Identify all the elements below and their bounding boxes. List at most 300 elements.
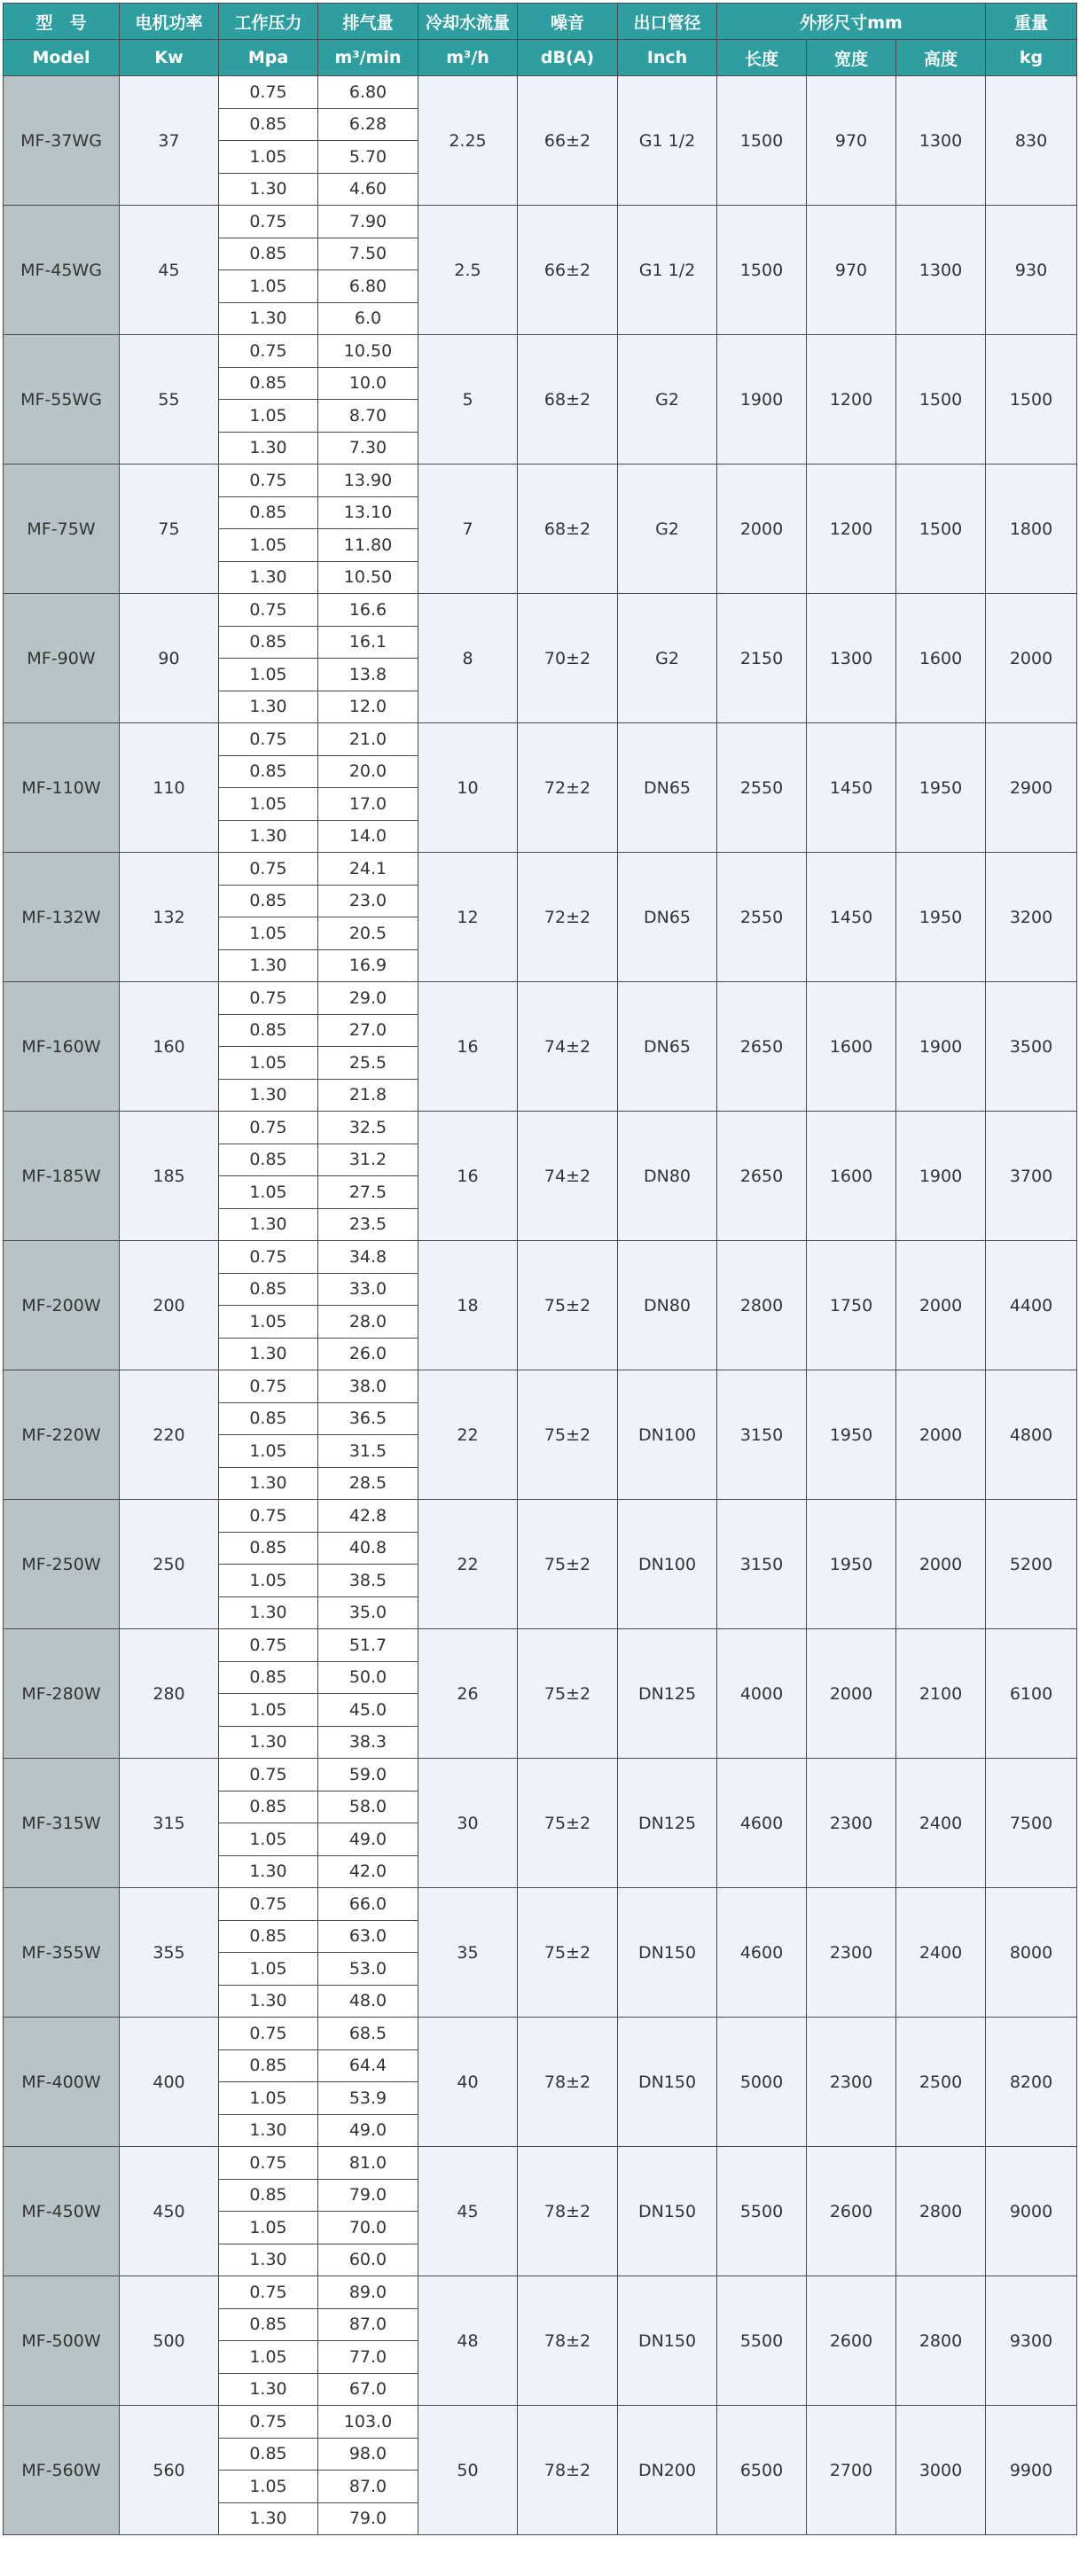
- cooling-cell: 16: [418, 1112, 518, 1241]
- flow-cell: 49.0: [318, 2114, 418, 2147]
- length-cell: 2800: [717, 1241, 807, 1370]
- pressure-cell: 1.30: [219, 1208, 318, 1241]
- pressure-cell: 0.75: [219, 2018, 318, 2050]
- pressure-cell: 0.85: [219, 1920, 318, 1953]
- pressure-cell: 1.05: [219, 1435, 318, 1468]
- flow-cell: 67.0: [318, 2373, 418, 2406]
- header-row-cn: [4, 4, 1077, 40]
- model-cell: MF-185W: [4, 1112, 120, 1241]
- width-cell: 1450: [807, 853, 896, 982]
- power-cell: 45: [120, 206, 219, 335]
- header-flow-en: m³/min: [318, 40, 418, 76]
- power-cell: 200: [120, 1241, 219, 1370]
- width-cell: 2700: [807, 2406, 896, 2535]
- flow-cell: 98.0: [318, 2438, 418, 2471]
- table-row: [4, 1888, 1077, 1921]
- flow-cell: 77.0: [318, 2341, 418, 2374]
- height-cell: 2400: [896, 1888, 986, 2018]
- cooling-cell: 16: [418, 982, 518, 1112]
- pressure-cell: 0.75: [219, 1888, 318, 1921]
- flow-cell: 34.8: [318, 1241, 418, 1274]
- table-row: [4, 594, 1077, 627]
- model-cell: MF-400W: [4, 2018, 120, 2147]
- header-model-en: Model: [4, 40, 120, 76]
- pressure-cell: 0.85: [219, 238, 318, 270]
- flow-cell: 10.50: [318, 335, 418, 368]
- power-cell: 355: [120, 1888, 219, 2018]
- cooling-cell: 30: [418, 1759, 518, 1888]
- weight-cell: 930: [986, 206, 1077, 335]
- header-model-cn: 型 号: [4, 4, 120, 40]
- header-outlet-cn: 出口管径: [618, 4, 717, 40]
- power-cell: 55: [120, 335, 219, 464]
- height-cell: 2800: [896, 2147, 986, 2276]
- height-cell: 1950: [896, 853, 986, 982]
- flow-cell: 27.0: [318, 1014, 418, 1047]
- pressure-cell: 1.30: [219, 1985, 318, 2018]
- table-row: [4, 2406, 1077, 2439]
- width-cell: 2000: [807, 1629, 896, 1759]
- outlet-cell: G2: [618, 464, 717, 594]
- length-cell: 2650: [717, 982, 807, 1112]
- flow-cell: 20.0: [318, 755, 418, 788]
- noise-cell: 72±2: [518, 723, 618, 853]
- height-cell: 1900: [896, 982, 986, 1112]
- pressure-cell: 1.05: [219, 1823, 318, 1856]
- power-cell: 500: [120, 2276, 219, 2406]
- pressure-cell: 0.85: [219, 885, 318, 917]
- width-cell: 1200: [807, 335, 896, 464]
- power-cell: 250: [120, 1500, 219, 1629]
- flow-cell: 59.0: [318, 1759, 418, 1791]
- length-cell: 4000: [717, 1629, 807, 1759]
- pressure-cell: 0.85: [219, 1402, 318, 1435]
- weight-cell: 9900: [986, 2406, 1077, 2535]
- length-cell: 2550: [717, 723, 807, 853]
- noise-cell: 78±2: [518, 2276, 618, 2406]
- noise-cell: 78±2: [518, 2018, 618, 2147]
- width-cell: 970: [807, 206, 896, 335]
- flow-cell: 5.70: [318, 141, 418, 174]
- flow-cell: 53.9: [318, 2082, 418, 2115]
- spec-table: [3, 3, 1077, 2535]
- flow-cell: 70.0: [318, 2212, 418, 2244]
- flow-cell: 36.5: [318, 1402, 418, 1435]
- pressure-cell: 0.75: [219, 2276, 318, 2309]
- header-cooling-cn: 冷却水流量: [418, 4, 518, 40]
- length-cell: 4600: [717, 1759, 807, 1888]
- flow-cell: 33.0: [318, 1273, 418, 1306]
- pressure-cell: 1.30: [219, 1467, 318, 1500]
- noise-cell: 75±2: [518, 1500, 618, 1629]
- flow-cell: 13.10: [318, 496, 418, 529]
- flow-cell: 66.0: [318, 1888, 418, 1921]
- outlet-cell: DN80: [618, 1241, 717, 1370]
- pressure-cell: 1.30: [219, 691, 318, 723]
- pressure-cell: 0.85: [219, 1661, 318, 1694]
- length-cell: 3150: [717, 1370, 807, 1500]
- flow-cell: 53.0: [318, 1953, 418, 1986]
- table-header: [4, 4, 1077, 76]
- noise-cell: 72±2: [518, 853, 618, 982]
- pressure-cell: 0.75: [219, 1759, 318, 1791]
- header-row-en: [4, 40, 1077, 76]
- model-cell: MF-132W: [4, 853, 120, 982]
- header-pressure-cn: 工作压力: [219, 4, 318, 40]
- cooling-cell: 48: [418, 2276, 518, 2406]
- power-cell: 315: [120, 1759, 219, 1888]
- pressure-cell: 0.75: [219, 853, 318, 886]
- flow-cell: 7.30: [318, 432, 418, 464]
- flow-cell: 68.5: [318, 2018, 418, 2050]
- model-cell: MF-450W: [4, 2147, 120, 2276]
- cooling-cell: 40: [418, 2018, 518, 2147]
- flow-cell: 10.0: [318, 367, 418, 400]
- pressure-cell: 0.85: [219, 367, 318, 400]
- weight-cell: 3500: [986, 982, 1077, 1112]
- pressure-cell: 0.75: [219, 1500, 318, 1533]
- noise-cell: 78±2: [518, 2147, 618, 2276]
- flow-cell: 58.0: [318, 1791, 418, 1823]
- pressure-cell: 1.05: [219, 141, 318, 174]
- flow-cell: 42.0: [318, 1855, 418, 1888]
- outlet-cell: G1 1/2: [618, 206, 717, 335]
- height-cell: 1300: [896, 76, 986, 206]
- weight-cell: 1800: [986, 464, 1077, 594]
- pressure-cell: 1.30: [219, 561, 318, 594]
- height-cell: 1900: [896, 1112, 986, 1241]
- length-cell: 2650: [717, 1112, 807, 1241]
- cooling-cell: 2.25: [418, 76, 518, 206]
- weight-cell: 1500: [986, 335, 1077, 464]
- model-cell: MF-37WG: [4, 76, 120, 206]
- table-row: [4, 2018, 1077, 2050]
- cooling-cell: 18: [418, 1241, 518, 1370]
- flow-cell: 23.0: [318, 885, 418, 917]
- pressure-cell: 0.75: [219, 594, 318, 627]
- table-row: [4, 2276, 1077, 2309]
- outlet-cell: DN65: [618, 723, 717, 853]
- flow-cell: 50.0: [318, 1661, 418, 1694]
- power-cell: 132: [120, 853, 219, 982]
- outlet-cell: DN65: [618, 982, 717, 1112]
- model-cell: MF-220W: [4, 1370, 120, 1500]
- outlet-cell: DN150: [618, 1888, 717, 2018]
- header-weight-cn: 重量: [986, 4, 1077, 40]
- flow-cell: 79.0: [318, 2502, 418, 2535]
- flow-cell: 21.8: [318, 1079, 418, 1112]
- pressure-cell: 1.05: [219, 2212, 318, 2244]
- pressure-cell: 1.30: [219, 2244, 318, 2276]
- flow-cell: 51.7: [318, 1629, 418, 1662]
- width-cell: 1600: [807, 982, 896, 1112]
- flow-cell: 31.2: [318, 1144, 418, 1176]
- header-weight-en: kg: [986, 40, 1077, 76]
- flow-cell: 40.8: [318, 1532, 418, 1565]
- pressure-cell: 1.05: [219, 2471, 318, 2503]
- width-cell: 2300: [807, 2018, 896, 2147]
- flow-cell: 42.8: [318, 1500, 418, 1533]
- outlet-cell: DN150: [618, 2276, 717, 2406]
- flow-cell: 8.70: [318, 400, 418, 433]
- height-cell: 3000: [896, 2406, 986, 2535]
- flow-cell: 20.5: [318, 917, 418, 950]
- header-cooling-en: m³/h: [418, 40, 518, 76]
- width-cell: 2600: [807, 2147, 896, 2276]
- flow-cell: 17.0: [318, 788, 418, 821]
- cooling-cell: 22: [418, 1370, 518, 1500]
- weight-cell: 4800: [986, 1370, 1077, 1500]
- pressure-cell: 0.85: [219, 2308, 318, 2341]
- header-width-cn: 宽度: [807, 40, 896, 76]
- width-cell: 970: [807, 76, 896, 206]
- cooling-cell: 22: [418, 1500, 518, 1629]
- table-row: [4, 464, 1077, 497]
- height-cell: 1300: [896, 206, 986, 335]
- model-cell: MF-90W: [4, 594, 120, 723]
- cooling-cell: 8: [418, 594, 518, 723]
- flow-cell: 38.5: [318, 1565, 418, 1597]
- flow-cell: 28.0: [318, 1306, 418, 1339]
- header-dims-cn: 外形尺寸mm: [717, 4, 986, 40]
- weight-cell: 8000: [986, 1888, 1077, 2018]
- noise-cell: 75±2: [518, 1888, 618, 2018]
- flow-cell: 4.60: [318, 173, 418, 206]
- header-height-cn: 高度: [896, 40, 986, 76]
- weight-cell: 6100: [986, 1629, 1077, 1759]
- outlet-cell: G1 1/2: [618, 76, 717, 206]
- flow-cell: 26.0: [318, 1338, 418, 1370]
- flow-cell: 24.1: [318, 853, 418, 886]
- table-row: [4, 982, 1077, 1015]
- pressure-cell: 0.75: [219, 1370, 318, 1403]
- flow-cell: 7.50: [318, 238, 418, 270]
- pressure-cell: 1.05: [219, 2082, 318, 2115]
- height-cell: 2800: [896, 2276, 986, 2406]
- cooling-cell: 2.5: [418, 206, 518, 335]
- pressure-cell: 1.05: [219, 1694, 318, 1727]
- flow-cell: 10.50: [318, 561, 418, 594]
- pressure-cell: 1.30: [219, 1338, 318, 1370]
- table-row: [4, 853, 1077, 886]
- pressure-cell: 1.30: [219, 2114, 318, 2147]
- length-cell: 6500: [717, 2406, 807, 2535]
- flow-cell: 38.0: [318, 1370, 418, 1403]
- table-row: [4, 1370, 1077, 1403]
- flow-cell: 6.80: [318, 76, 418, 109]
- power-cell: 37: [120, 76, 219, 206]
- outlet-cell: DN150: [618, 2147, 717, 2276]
- pressure-cell: 0.75: [219, 1112, 318, 1144]
- flow-cell: 6.80: [318, 270, 418, 303]
- width-cell: 1950: [807, 1500, 896, 1629]
- length-cell: 1500: [717, 206, 807, 335]
- cooling-cell: 26: [418, 1629, 518, 1759]
- noise-cell: 75±2: [518, 1629, 618, 1759]
- pressure-cell: 1.05: [219, 1047, 318, 1080]
- pressure-cell: 1.05: [219, 2341, 318, 2374]
- pressure-cell: 1.30: [219, 949, 318, 982]
- pressure-cell: 1.30: [219, 1079, 318, 1112]
- weight-cell: 3200: [986, 853, 1077, 982]
- model-cell: MF-110W: [4, 723, 120, 853]
- weight-cell: 2900: [986, 723, 1077, 853]
- length-cell: 1900: [717, 335, 807, 464]
- outlet-cell: G2: [618, 594, 717, 723]
- flow-cell: 89.0: [318, 2276, 418, 2309]
- width-cell: 2600: [807, 2276, 896, 2406]
- pressure-cell: 0.75: [219, 2406, 318, 2439]
- flow-cell: 16.1: [318, 626, 418, 659]
- table-row: [4, 1629, 1077, 1662]
- pressure-cell: 1.05: [219, 788, 318, 821]
- pressure-cell: 0.85: [219, 1144, 318, 1176]
- pressure-cell: 0.85: [219, 108, 318, 141]
- cooling-cell: 10: [418, 723, 518, 853]
- weight-cell: 8200: [986, 2018, 1077, 2147]
- weight-cell: 830: [986, 76, 1077, 206]
- height-cell: 2100: [896, 1629, 986, 1759]
- pressure-cell: 1.30: [219, 2373, 318, 2406]
- cooling-cell: 5: [418, 335, 518, 464]
- model-cell: MF-250W: [4, 1500, 120, 1629]
- flow-cell: 49.0: [318, 1823, 418, 1856]
- pressure-cell: 1.05: [219, 1565, 318, 1597]
- pressure-cell: 0.75: [219, 1629, 318, 1662]
- header-noise-en: dB(A): [518, 40, 618, 76]
- height-cell: 2000: [896, 1370, 986, 1500]
- noise-cell: 66±2: [518, 76, 618, 206]
- noise-cell: 70±2: [518, 594, 618, 723]
- table-body: [4, 76, 1077, 2535]
- pressure-cell: 1.05: [219, 529, 318, 562]
- length-cell: 5000: [717, 2018, 807, 2147]
- cooling-cell: 12: [418, 853, 518, 982]
- pressure-cell: 0.85: [219, 1014, 318, 1047]
- model-cell: MF-200W: [4, 1241, 120, 1370]
- pressure-cell: 1.30: [219, 2502, 318, 2535]
- flow-cell: 16.9: [318, 949, 418, 982]
- height-cell: 1600: [896, 594, 986, 723]
- noise-cell: 75±2: [518, 1759, 618, 1888]
- length-cell: 2000: [717, 464, 807, 594]
- pressure-cell: 0.85: [219, 1532, 318, 1565]
- flow-cell: 13.90: [318, 464, 418, 497]
- model-cell: MF-160W: [4, 982, 120, 1112]
- length-cell: 2150: [717, 594, 807, 723]
- pressure-cell: 1.30: [219, 820, 318, 853]
- table-row: [4, 1241, 1077, 1274]
- length-cell: 1500: [717, 76, 807, 206]
- flow-cell: 45.0: [318, 1694, 418, 1727]
- pressure-cell: 1.30: [219, 1855, 318, 1888]
- noise-cell: 75±2: [518, 1241, 618, 1370]
- pressure-cell: 1.30: [219, 173, 318, 206]
- power-cell: 560: [120, 2406, 219, 2535]
- flow-cell: 12.0: [318, 691, 418, 723]
- power-cell: 280: [120, 1629, 219, 1759]
- power-cell: 110: [120, 723, 219, 853]
- pressure-cell: 1.05: [219, 400, 318, 433]
- pressure-cell: 0.75: [219, 2147, 318, 2180]
- flow-cell: 35.0: [318, 1596, 418, 1629]
- weight-cell: 9000: [986, 2147, 1077, 2276]
- flow-cell: 32.5: [318, 1112, 418, 1144]
- flow-cell: 87.0: [318, 2308, 418, 2341]
- width-cell: 1950: [807, 1370, 896, 1500]
- weight-cell: 9300: [986, 2276, 1077, 2406]
- pressure-cell: 1.30: [219, 302, 318, 335]
- pressure-cell: 0.75: [219, 982, 318, 1015]
- power-cell: 90: [120, 594, 219, 723]
- outlet-cell: DN80: [618, 1112, 717, 1241]
- flow-cell: 29.0: [318, 982, 418, 1015]
- pressure-cell: 0.75: [219, 206, 318, 238]
- flow-cell: 14.0: [318, 820, 418, 853]
- pressure-cell: 1.30: [219, 1596, 318, 1629]
- pressure-cell: 0.85: [219, 626, 318, 659]
- width-cell: 1450: [807, 723, 896, 853]
- length-cell: 3150: [717, 1500, 807, 1629]
- table-row: [4, 206, 1077, 238]
- flow-cell: 6.0: [318, 302, 418, 335]
- outlet-cell: DN125: [618, 1759, 717, 1888]
- outlet-cell: DN100: [618, 1500, 717, 1629]
- width-cell: 2300: [807, 1888, 896, 2018]
- table-row: [4, 335, 1077, 368]
- length-cell: 4600: [717, 1888, 807, 2018]
- noise-cell: 74±2: [518, 982, 618, 1112]
- flow-cell: 16.6: [318, 594, 418, 627]
- model-cell: MF-315W: [4, 1759, 120, 1888]
- height-cell: 2000: [896, 1500, 986, 1629]
- model-cell: MF-500W: [4, 2276, 120, 2406]
- flow-cell: 13.8: [318, 659, 418, 691]
- power-cell: 400: [120, 2018, 219, 2147]
- height-cell: 1500: [896, 335, 986, 464]
- flow-cell: 64.4: [318, 2049, 418, 2082]
- flow-cell: 81.0: [318, 2147, 418, 2180]
- pressure-cell: 0.85: [219, 496, 318, 529]
- table-row: [4, 76, 1077, 109]
- flow-cell: 60.0: [318, 2244, 418, 2276]
- flow-cell: 11.80: [318, 529, 418, 562]
- weight-cell: 2000: [986, 594, 1077, 723]
- table-row: [4, 723, 1077, 756]
- header-noise-cn: 噪音: [518, 4, 618, 40]
- cooling-cell: 35: [418, 1888, 518, 2018]
- flow-cell: 28.5: [318, 1467, 418, 1500]
- header-power-en: Kw: [120, 40, 219, 76]
- table-row: [4, 2147, 1077, 2180]
- flow-cell: 87.0: [318, 2471, 418, 2503]
- pressure-cell: 1.05: [219, 1306, 318, 1339]
- width-cell: 1750: [807, 1241, 896, 1370]
- pressure-cell: 0.85: [219, 1791, 318, 1823]
- height-cell: 2400: [896, 1759, 986, 1888]
- height-cell: 2500: [896, 2018, 986, 2147]
- flow-cell: 31.5: [318, 1435, 418, 1468]
- flow-cell: 25.5: [318, 1047, 418, 1080]
- length-cell: 2550: [717, 853, 807, 982]
- flow-cell: 38.3: [318, 1726, 418, 1759]
- pressure-cell: 1.30: [219, 432, 318, 464]
- flow-cell: 103.0: [318, 2406, 418, 2439]
- power-cell: 160: [120, 982, 219, 1112]
- pressure-cell: 0.75: [219, 335, 318, 368]
- height-cell: 1950: [896, 723, 986, 853]
- noise-cell: 68±2: [518, 335, 618, 464]
